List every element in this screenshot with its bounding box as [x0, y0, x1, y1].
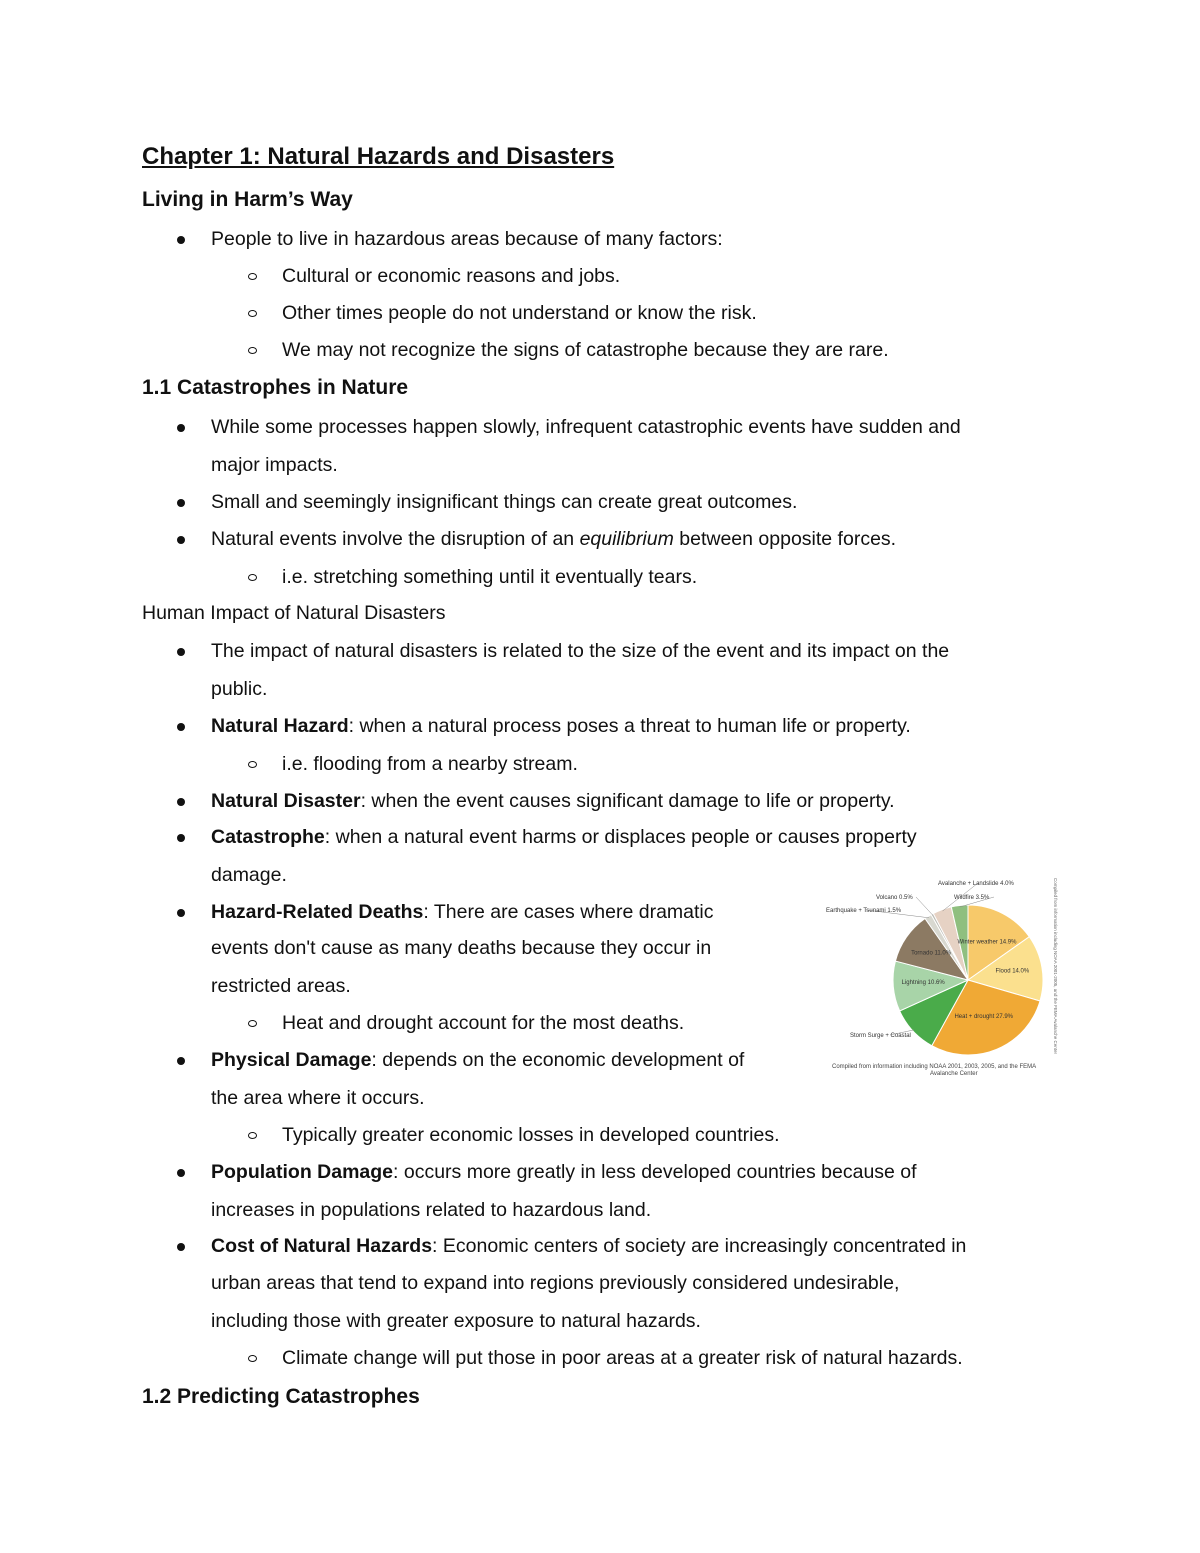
bullet-icon — [177, 1169, 185, 1177]
pie-label-heat-drought: Heat + drought 27.9% — [954, 1014, 1014, 1021]
sub-list-item: i.e. flooding from a nearby stream. — [282, 753, 578, 775]
sub-list-item: Other times people do not understand or know the risk. — [282, 302, 757, 324]
list-item-continuation: major impacts. — [211, 454, 338, 476]
pie-label-storm-surge-coastal: Storm Surge + Coastal — [850, 1033, 911, 1039]
hollow-bullet-icon — [248, 574, 257, 581]
list-item-physical-damage: Physical Damage: depends on the economic development of — [211, 1049, 745, 1071]
term-cost-of-natural-hazards: Cost of Natural Hazards — [211, 1235, 433, 1257]
pie-label-wildfire: Wildfire 3.5% — [954, 895, 990, 901]
pie-label-avalanche-landslide: Avalanche + Landslide 4.0% — [938, 881, 1014, 887]
list-item-natural-hazard: Natural Hazard: when a natural process poses a threat to human life or property. — [211, 715, 911, 737]
emphasis-equilibrium: equilibrium — [579, 528, 674, 550]
pie-label-flood: Flood 14.0% — [995, 968, 1030, 975]
list-item-continuation: the area where it occurs. — [211, 1087, 425, 1109]
list-item-natural-disaster: Natural Disaster: when the event causes significant damage to life or property. — [211, 790, 895, 812]
term-catastrophe: Catastrophe — [211, 826, 325, 848]
pie-leader-line — [916, 897, 933, 915]
pie-chart-svg — [826, 872, 1061, 1077]
hollow-bullet-icon — [248, 347, 257, 354]
hollow-bullet-icon — [248, 761, 257, 768]
section-heading-catastrophes: 1.1 Catastrophes in Nature — [142, 376, 409, 399]
bullet-icon — [177, 536, 185, 544]
sub-list-item: i.e. stretching something until it eventually tears. — [282, 566, 698, 588]
hollow-bullet-icon — [248, 310, 257, 317]
list-item-continuation: restricted areas. — [211, 975, 351, 997]
list-item-catastrophe: Catastrophe: when a natural event harms or displaces people or causes property — [211, 826, 917, 848]
term-population-damage: Population Damage — [211, 1161, 394, 1183]
subheading-human-impact: Human Impact of Natural Disasters — [142, 602, 446, 624]
bullet-icon — [177, 1057, 185, 1065]
chart-caption-line-1: Compiled from information including NOAA 2001, 2003, 2005, and the FEMA — [832, 1064, 1037, 1070]
list-item: The impact of natural disasters is related to the size of the event and its impact on the — [211, 640, 950, 662]
list-item-continuation: damage. — [211, 864, 287, 886]
list-item-continuation: including those with greater exposure to natural hazards. — [211, 1310, 701, 1332]
bullet-icon — [177, 1243, 185, 1251]
bullet-icon — [177, 424, 185, 432]
hollow-bullet-icon — [248, 1020, 257, 1027]
list-item: People to live in hazardous areas because of many factors: — [211, 228, 723, 250]
list-item: Small and seemingly insignificant things can create great outcomes. — [211, 491, 798, 513]
list-item-continuation: urban areas that tend to expand into regions previously considered undesirable, — [211, 1272, 900, 1294]
term-physical-damage: Physical Damage — [211, 1049, 372, 1071]
term-hazard-related-deaths: Hazard-Related Deaths — [211, 901, 424, 923]
bullet-icon — [177, 909, 185, 917]
hollow-bullet-icon — [248, 273, 257, 280]
sub-list-item: We may not recognize the signs of catastrophe because they are rare. — [282, 339, 889, 361]
bullet-icon — [177, 236, 185, 244]
hollow-bullet-icon — [248, 1132, 257, 1139]
pie-label-winter-weather: Winter weather 14.9% — [957, 939, 1017, 946]
pie-label-tornado: Tornado 11.0% — [911, 950, 952, 957]
section-heading-predicting: 1.2 Predicting Catastrophes — [142, 1385, 420, 1408]
list-item: While some processes happen slowly, infrequent catastrophic events have sudden and — [211, 416, 961, 438]
sub-list-item: Climate change will put those in poor areas at a greater risk of natural hazards. — [282, 1347, 963, 1369]
term-natural-disaster: Natural Disaster — [211, 790, 361, 812]
chapter-title: Chapter 1: Natural Hazards and Disasters — [142, 143, 615, 170]
pie-label-volcano: Volcano 0.5% — [876, 895, 913, 901]
list-item-continuation: increases in populations related to hazardous land. — [211, 1199, 652, 1221]
list-item-hazard-deaths: Hazard-Related Deaths: There are cases where dramatic — [211, 901, 714, 923]
sub-list-item: Heat and drought account for the most deaths. — [282, 1012, 685, 1034]
hazard-deaths-pie-chart — [826, 872, 1061, 1077]
list-item-population-damage: Population Damage: occurs more greatly in less developed countries because of — [211, 1161, 917, 1183]
term-natural-hazard: Natural Hazard — [211, 715, 349, 737]
list-item-continuation: public. — [211, 678, 268, 700]
pie-label-lightning: Lightning 10.6% — [901, 979, 945, 986]
bullet-icon — [177, 648, 185, 656]
bullet-icon — [177, 798, 185, 806]
bullet-icon — [177, 723, 185, 731]
bullet-icon — [177, 834, 185, 842]
hollow-bullet-icon — [248, 1355, 257, 1362]
pie-label-earthquake-tsunami: Earthquake + Tsunami 1.5% — [826, 908, 902, 914]
section-heading-living: Living in Harm’s Way — [142, 188, 353, 211]
sub-list-item: Cultural or economic reasons and jobs. — [282, 265, 621, 287]
list-item-continuation: events don't cause as many deaths because they occur in — [211, 937, 712, 959]
chart-side-note: Compiled from information including NOAA 2001-2005, and the FEMA Avalanche Center — [1053, 878, 1058, 1055]
chart-caption-line-2: Avalanche Center — [930, 1071, 978, 1077]
list-item-cost: Cost of Natural Hazards: Economic centers of society are increasingly concentrated in — [211, 1235, 967, 1257]
sub-list-item: Typically greater economic losses in developed countries. — [282, 1124, 780, 1146]
bullet-icon — [177, 499, 185, 507]
list-item: Natural events involve the disruption of an equilibrium between opposite forces. — [211, 528, 897, 550]
